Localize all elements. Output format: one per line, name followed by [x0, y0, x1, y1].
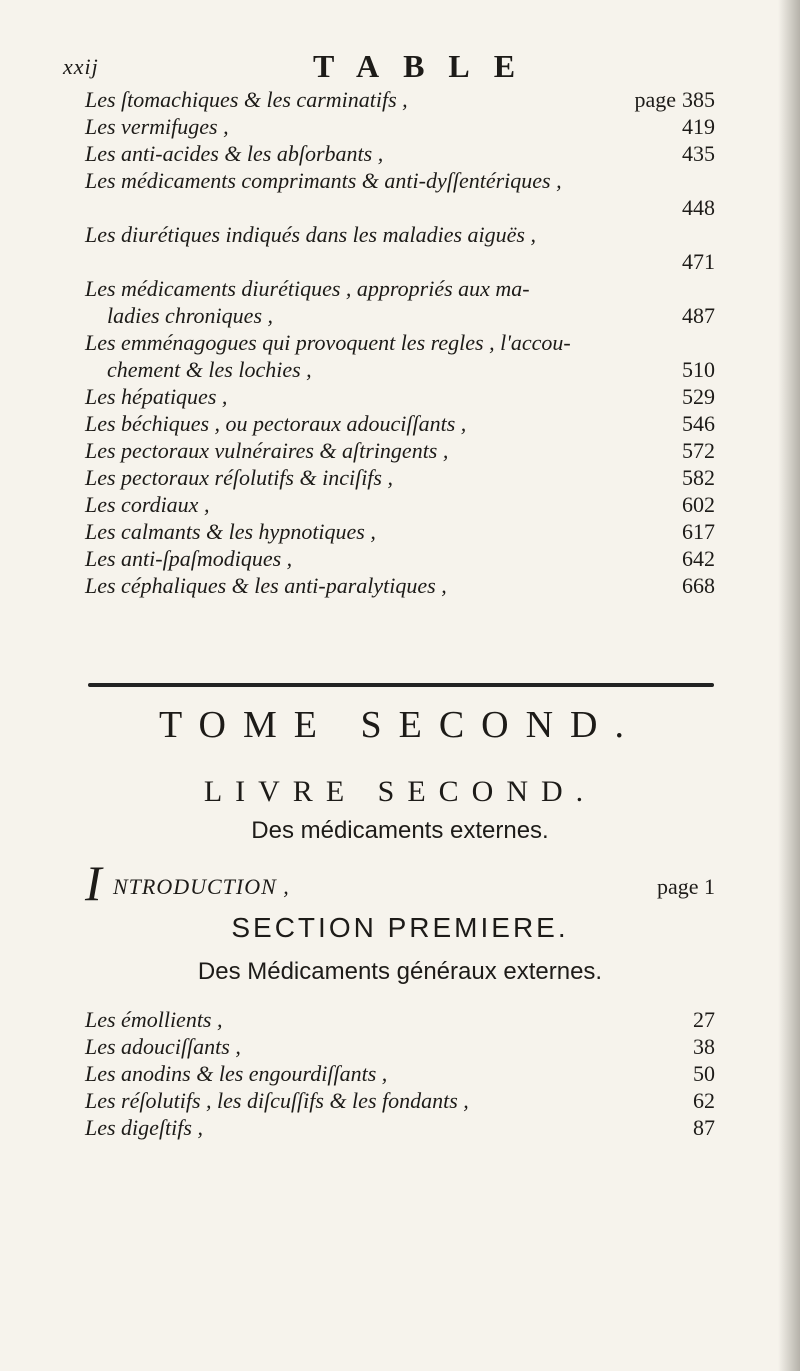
- toc-entry: Les ſtomachiques & les carminatifs , page 385: [85, 87, 715, 112]
- toc-entry: Les diurétiques indiqués dans les maladies aiguës ,: [85, 222, 536, 247]
- toc-entry: Les béchiques , ou pectoraux adouciſſants , 546: [85, 411, 715, 436]
- book-subtitle: Des médicaments externes.: [251, 817, 549, 844]
- toc-entry: Les médicaments diurétiques , appropriés aux ma-: [85, 276, 530, 301]
- toc-entry: 448: [682, 195, 715, 220]
- running-title: TABLE: [313, 48, 540, 84]
- page-edge-shadow: [778, 0, 800, 1371]
- tome-heading: TOME SECOND.: [159, 704, 641, 746]
- livre-heading: LIVRE SECOND.: [203, 775, 597, 808]
- toc-entry: Les céphaliques & les anti-paralytiques , 668: [85, 573, 715, 598]
- section-heading: SECTION PREMIERE.: [231, 912, 569, 943]
- introduction-page: page 1: [656, 874, 715, 899]
- toc-entry: Les médicaments comprimants & anti-dyſſentériques ,: [85, 168, 562, 193]
- toc-entry: Les hépatiques , 529: [85, 384, 715, 409]
- toc-entry: Les adouciſſants , 38: [85, 1034, 715, 1059]
- toc-entry: Les anodins & les engourdiſſants , 50: [85, 1061, 715, 1086]
- toc-entry: Les emménagogues qui provoquent les regles , l'accou-: [85, 330, 571, 355]
- toc-entry: 471: [682, 249, 715, 274]
- toc-entry: Les calmants & les hypnotiques , 617: [85, 519, 715, 544]
- toc-entry: Les réſolutifs , les diſcuſſifs & les fondants , 62: [85, 1088, 715, 1113]
- toc-entry: Les anti-acides & les abſorbants , 435: [85, 141, 715, 166]
- introduction-entry: [85, 855, 715, 911]
- toc-entry: Les émollients , 27: [85, 1007, 715, 1032]
- drop-cap: I: [85, 855, 102, 911]
- toc-part-one: [85, 86, 715, 599]
- introduction-label: NTRODUCTION ,: [113, 874, 290, 899]
- page-header: [63, 48, 623, 88]
- page-number: xxij: [63, 54, 99, 79]
- toc-entry: Les vermifuges , 419: [85, 114, 715, 139]
- toc-entry: Les pectoraux réſolutifs & inciſifs , 582: [85, 465, 715, 490]
- divider-rule: [88, 683, 714, 687]
- section-subtitle: Des Médicaments généraux externes.: [197, 958, 603, 985]
- toc-entry: chement & les lochies , 510: [107, 357, 715, 382]
- toc-entry: ladies chroniques , 487: [107, 303, 715, 328]
- toc-entry: Les digeſtifs , 87: [85, 1115, 715, 1140]
- toc-entry: Les pectoraux vulnéraires & aſtringents , 572: [85, 438, 715, 463]
- toc-entry: Les cordiaux , 602: [85, 492, 715, 517]
- toc-entry: Les anti-ſpaſmodiques , 642: [85, 546, 715, 571]
- toc-part-two: [85, 1006, 715, 1141]
